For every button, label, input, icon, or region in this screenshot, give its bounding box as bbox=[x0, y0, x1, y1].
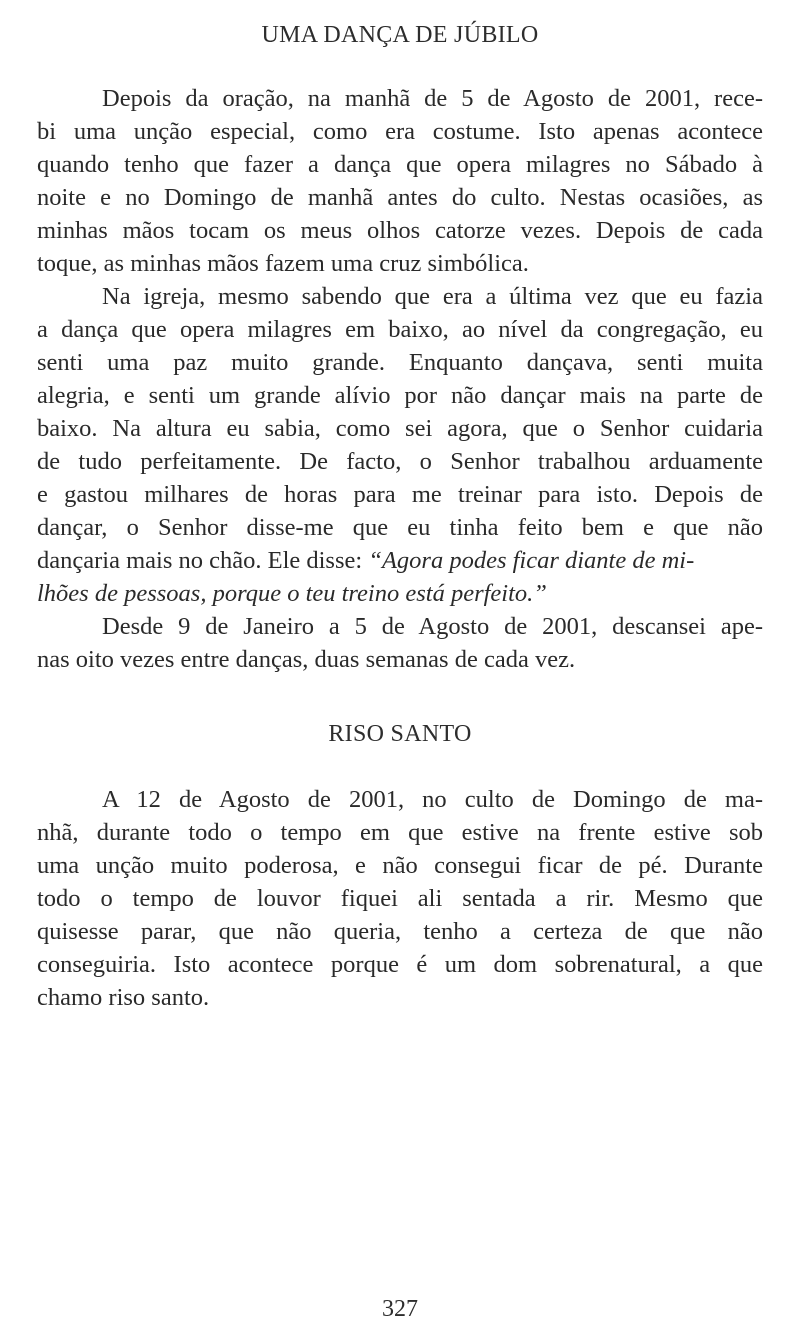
quote-text: “Agora podes ficar diante de mi- bbox=[368, 547, 695, 574]
text-line: nhã, durante todo o tempo em que estive na frente estive sob bbox=[37, 819, 763, 846]
text-line: minhas mãos tocam os meus olhos catorze vezes. Depois de cada bbox=[37, 217, 763, 244]
text-line: Depois da oração, na manhã de 5 de Agosto de 2001, rece- bbox=[102, 85, 763, 112]
section-heading: RISO SANTO bbox=[328, 721, 472, 747]
text-line: nas oito vezes entre danças, duas semanas de cada vez. bbox=[37, 646, 576, 673]
text-line: conseguiria. Isto acontece porque é um dom sobrenatural, a que bbox=[37, 951, 763, 978]
text-line: todo o tempo de louvor fiquei ali sentada a rir. Mesmo que bbox=[37, 885, 763, 912]
page-number: 327 bbox=[382, 1296, 418, 1322]
text-span: dançaria mais no chão. Ele disse: bbox=[37, 547, 369, 574]
text-line: senti uma paz muito grande. Enquanto dançava, senti muita bbox=[37, 349, 763, 376]
text-line: toque, as minhas mãos fazem uma cruz simbólica. bbox=[37, 250, 529, 277]
text-line: Desde 9 de Janeiro a 5 de Agosto de 2001, descansei ape- bbox=[102, 613, 763, 640]
text-line: quisesse parar, que não queria, tenho a certeza de que não bbox=[37, 918, 763, 945]
section-heading: UMA DANÇA DE JÚBILO bbox=[261, 22, 539, 48]
text-line: baixo. Na altura eu sabia, como sei agora, que o Senhor cuidaria bbox=[37, 415, 763, 442]
text-line: a dança que opera milagres em baixo, ao nível da congregação, eu bbox=[37, 316, 763, 343]
text-line: dançar, o Senhor disse-me que eu tinha feito bem e que não bbox=[37, 514, 763, 541]
text-line: noite e no Domingo de manhã antes do culto. Nestas ocasiões, as bbox=[37, 184, 763, 211]
text-line: de tudo perfeitamente. De facto, o Senhor trabalhou arduamente bbox=[37, 448, 763, 475]
text-line: A 12 de Agosto de 2001, no culto de Domingo de ma- bbox=[102, 786, 763, 813]
text-line: quando tenho que fazer a dança que opera milagres no Sábado à bbox=[37, 151, 763, 178]
text-line: uma unção muito poderosa, e não consegui ficar de pé. Durante bbox=[37, 852, 763, 879]
text-line: Na igreja, mesmo sabendo que era a última vez que eu fazia bbox=[102, 283, 763, 310]
text-line: bi uma unção especial, como era costume. Isto apenas acontece bbox=[37, 118, 763, 145]
text-line bbox=[37, 544, 763, 577]
text-line: alegria, e senti um grande alívio por não dançar mais na parte de bbox=[37, 382, 763, 409]
text-line: e gastou milhares de horas para me treinar para isto. Depois de bbox=[37, 481, 763, 508]
text-line: chamo riso santo. bbox=[37, 984, 210, 1011]
quote-line: lhões de pessoas, porque o teu treino está perfeito.” bbox=[37, 580, 547, 607]
